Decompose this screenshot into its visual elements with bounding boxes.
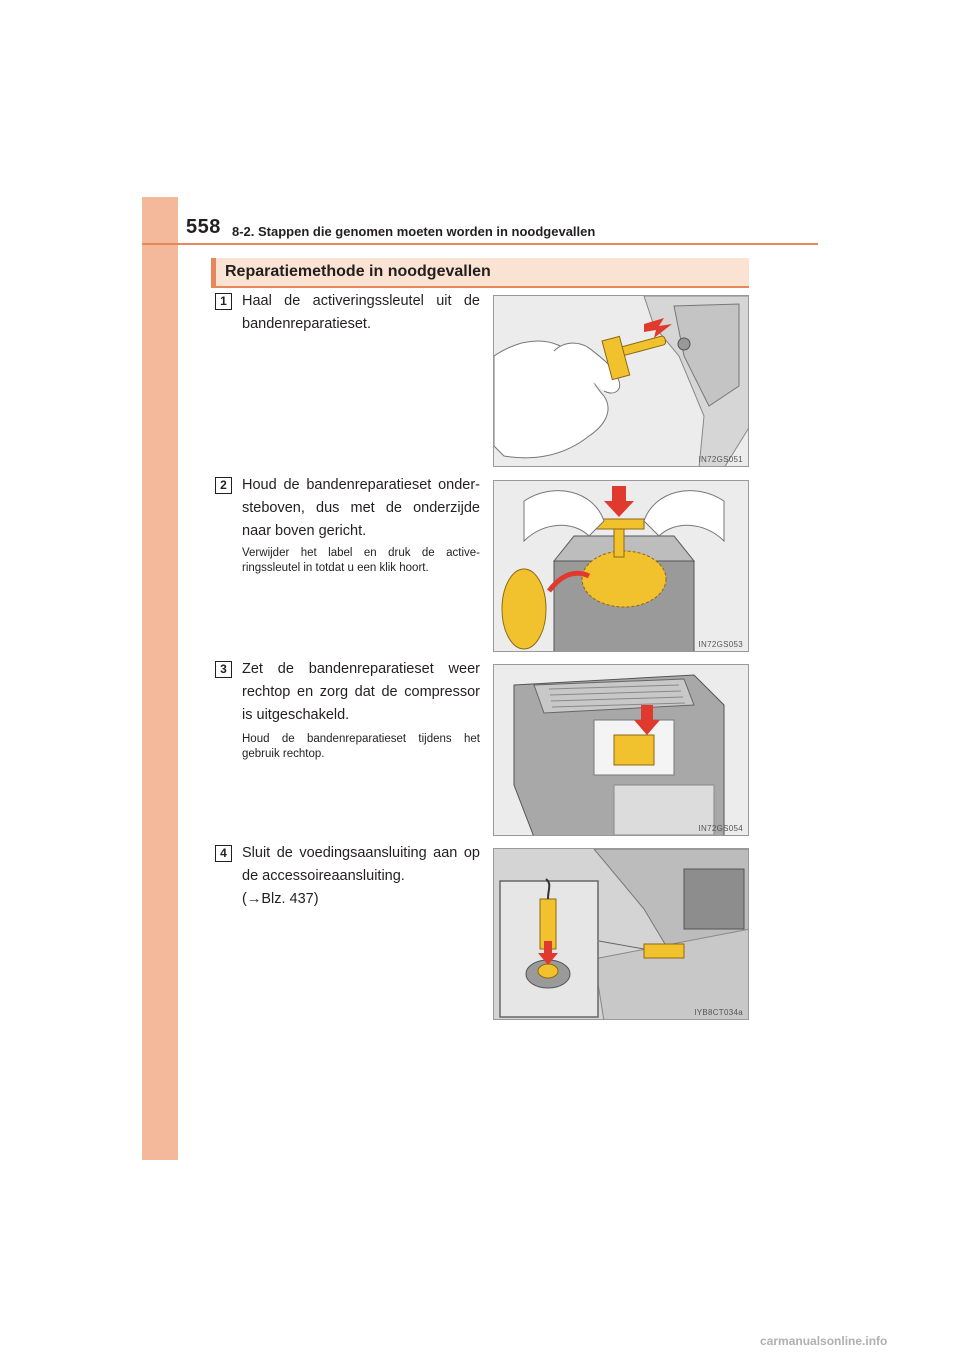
- step-note-3: Houd de bandenreparatieset tijdens het gebruik rechtop.: [242, 733, 480, 760]
- step-number-3: 3: [215, 661, 232, 678]
- step-note-2: Verwijder het label en druk de active-ringssleutel in totdat u een klik hoort.: [242, 547, 480, 574]
- figure-code-3: IN72GS054: [698, 824, 743, 833]
- step-number-1: 1: [215, 293, 232, 310]
- section-title: Reparatiemethode in noodgevallen: [225, 263, 491, 280]
- header-rule: [142, 243, 818, 245]
- step-number-2: 2: [215, 477, 232, 494]
- chapter-sidebar: [142, 197, 178, 1160]
- step-text-3: Zet de bandenreparatieset weer rechtop en zorg dat de compressor is uitgeschakeld.: [242, 661, 480, 723]
- page-number: 558: [186, 216, 221, 238]
- section-accent: [211, 258, 216, 286]
- step-text-4: Sluit de voedingsaansluiting aan op de accessoireaansluiting.: [242, 845, 480, 884]
- page-reference[interactable]: (→Blz. 437): [242, 891, 319, 907]
- step-number-4: 4: [215, 845, 232, 862]
- section-heading: [211, 258, 749, 288]
- figure-press-key: [493, 480, 749, 652]
- step-text-2: Houd de bandenreparatieset onder-steboven, dus met de onderzijde naar boven gericht.: [242, 477, 480, 539]
- site-watermark: carmanualsonline.info: [760, 1334, 888, 1348]
- figure-code-4: IYB8CT034a: [694, 1008, 743, 1017]
- figure-code-1: IN72GS051: [698, 455, 743, 464]
- step-text-1: Haal de activeringssleutel uit de bandenreparatieset.: [242, 293, 480, 332]
- figure-power-connection: [493, 848, 749, 1020]
- figure-code-2: IN72GS053: [698, 640, 743, 649]
- figure-compressor-off: [493, 664, 749, 836]
- chapter-title: 8-2. Stappen die genomen moeten worden in noodgevallen: [232, 224, 596, 239]
- figure-remove-key: [493, 295, 749, 467]
